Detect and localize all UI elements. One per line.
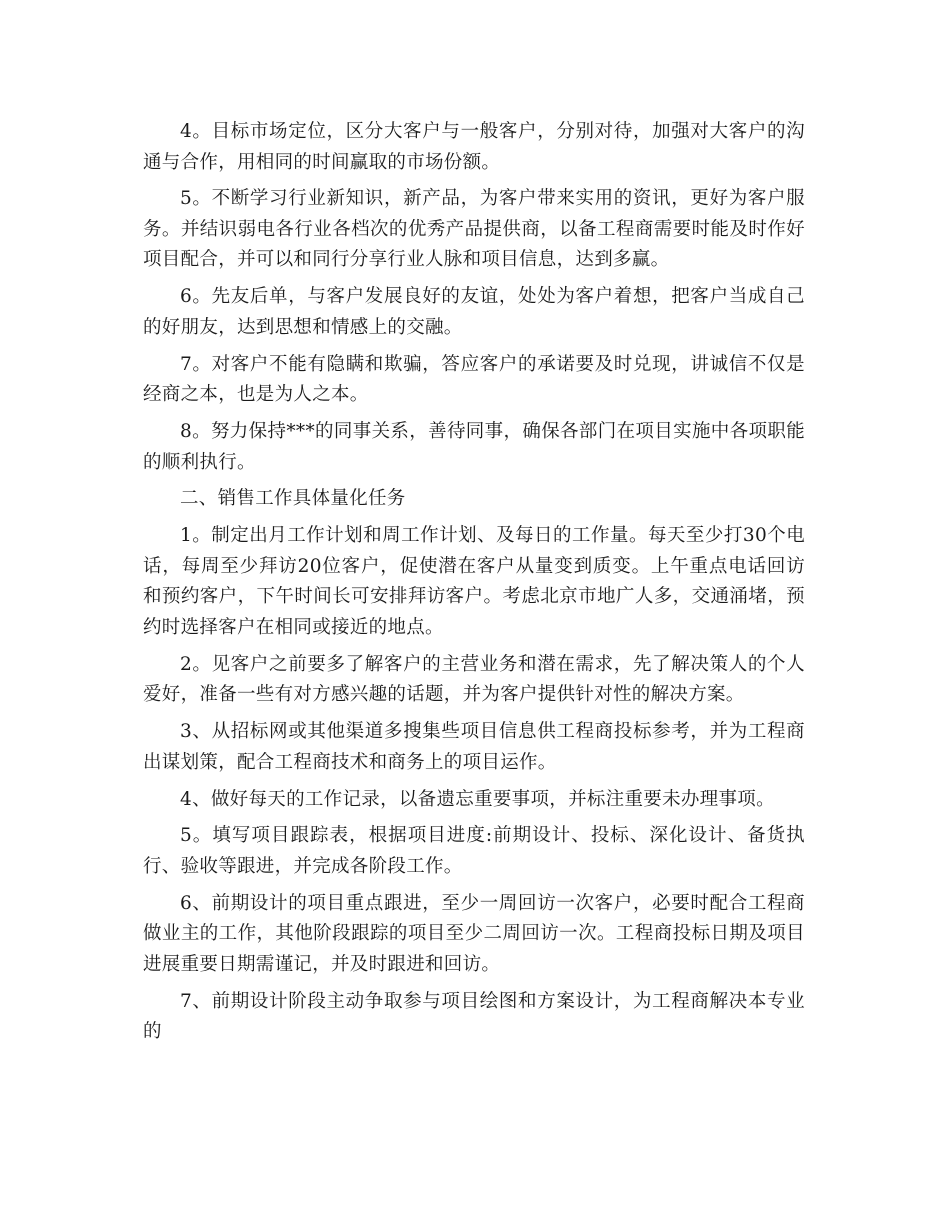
section-heading-quantified-tasks: 二、销售工作具体量化任务 (180, 488, 406, 510)
paragraph-target-market: 4。目标市场定位，区分大客户与一般客户，分别对待，加强对大客户的沟通与合作，用相同的时间赢取的市场份额。 (143, 121, 805, 173)
paragraph-learning: 5。不断学习行业新知识，新产品，为客户带来实用的资讯，更好为客户服务。并结识弱电各行业各档次的优秀产品提供商，以备工程商需要时能及时作好项目配合，并可以和同行分享行业人脉和项目信息，达到多赢。 (143, 188, 805, 271)
paragraph-project-info: 3、从招标网或其他渠道多搜集些项目信息供工程商投标参考，并为工程商出谋划策，配合工程商技术和商务上的项目运作。 (143, 721, 805, 773)
paragraph-integrity: 7。对客户不能有隐瞒和欺骗，答应客户的承诺要及时兑现，讲诚信不仅是经商之本，也是为人之本。 (143, 353, 805, 406)
paragraph-tracking-sheet: 5。填写项目跟踪表，根据项目进度:前期设计、投标、深化设计、备货执行、验收等跟进，并完成各阶段工作。 (143, 825, 805, 877)
paragraph-client-research: 2。见客户之前要多了解客户的主营业务和潜在需求，先了解决策人的个人爱好，准备一些有对方感兴趣的话题，并为客户提供针对性的解决方案。 (143, 653, 805, 706)
paragraph-colleagues: 8。努力保持***的同事关系，善待同事，确保各部门在项目实施中各项职能的顺利执行。 (143, 421, 805, 473)
document-body (143, 117, 805, 1054)
paragraph-follow-up: 6、前期设计的项目重点跟进，至少一周回访一次客户，必要时配合工程商做业主的工作，其他阶段跟踪的项目至少二周回访一次。工程商投标日期及项目进展重要日期需谨记，并及时跟进和回访。 (143, 892, 805, 975)
paragraph-work-plan: 1。制定出月工作计划和周工作计划、及每日的工作量。每天至少打30个电话，每周至少拜访20位客户，促使潜在客户从量变到质变。上午重点电话回访和预约客户，下午时间长可安排拜访客户。考虑北京市地广人多，交通涌堵，预约时选择客户在相同或接近的地点。 (143, 525, 805, 638)
paragraph-design-phase: 7、前期设计阶段主动争取参与项目绘图和方案设计，为工程商解决本专业的 (143, 990, 805, 1043)
paragraph-work-log: 4、做好每天的工作记录，以备遗忘重要事项，并标注重要未办理事项。 (180, 788, 775, 810)
paragraph-friendship: 6。先友后单，与客户发展良好的友谊，处处为客户着想，把客户当成自己的好朋友，达到思想和情感上的交融。 (143, 286, 805, 338)
